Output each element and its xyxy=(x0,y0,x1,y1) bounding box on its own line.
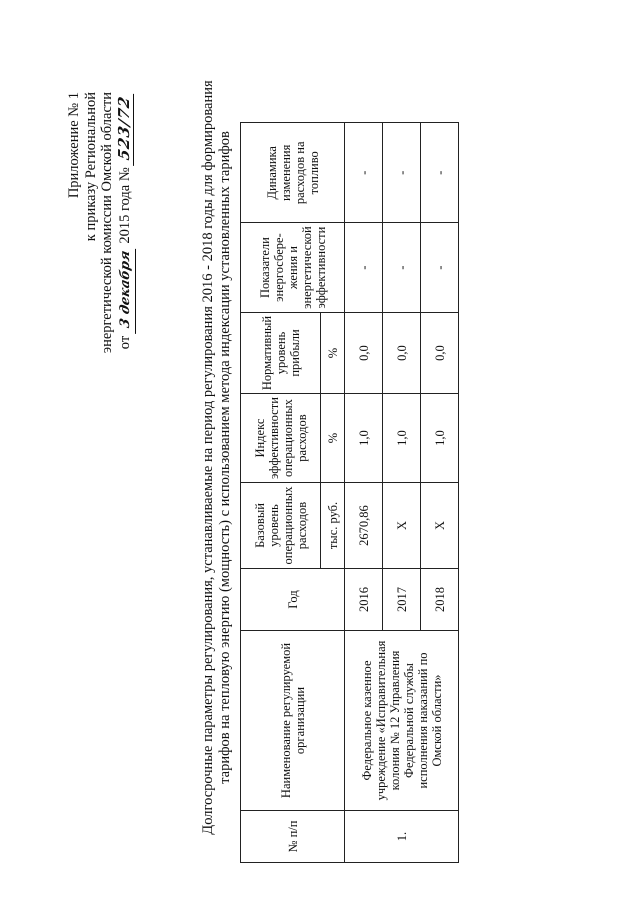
cell-profit-level: 0,0 xyxy=(345,312,383,393)
cell-base-level: 2670,86 xyxy=(345,483,383,569)
cell-base-level: Х xyxy=(383,483,421,569)
cell-energy-saving: - xyxy=(421,223,459,313)
appendix-order-ref: к приказу Региональной xyxy=(82,92,99,242)
cell-year: 2017 xyxy=(383,569,421,631)
cell-fuel-dynamics: - xyxy=(421,123,459,223)
header-base-level: Базовый уровень операционных расходов xyxy=(241,483,321,569)
cell-fuel-dynamics: - xyxy=(345,123,383,223)
cell-energy-saving: - xyxy=(383,223,421,313)
appendix-from: от xyxy=(116,335,133,350)
table-row xyxy=(345,123,383,863)
cell-energy-saving: - xyxy=(345,223,383,313)
appendix-header xyxy=(66,92,135,353)
row-num: 1. xyxy=(345,811,459,863)
title-line-2: тарифов на тепловую энергию (мощность) с использованием метода индексации установленных тарифов xyxy=(217,131,233,784)
header-profit-level: Нормативный уровень прибыли xyxy=(241,312,321,393)
cell-year: 2018 xyxy=(421,569,459,631)
row-org-name: Федеральное казенное учреждение «Исправительная колония № 12 Управления Федеральной службы исполнения наказаний по Омской области» xyxy=(345,631,459,811)
cell-efficiency-index: 1,0 xyxy=(383,394,421,483)
cell-efficiency-index: 1,0 xyxy=(421,394,459,483)
appendix-date-line xyxy=(116,92,136,353)
title-line-1: Долгосрочные параметры регулирования, устанавливаемые на период регулирования 2016 - 2018 годы для формирования xyxy=(200,80,216,835)
header-efficiency-index: Индекс эффективности операционных расходов xyxy=(241,394,321,483)
appendix-year: 2015 года № xyxy=(116,167,133,244)
table-header-row xyxy=(241,123,321,863)
cell-base-level: Х xyxy=(421,483,459,569)
header-energy-saving: Показатели энергосбере-жения и энергетической эффективности xyxy=(241,223,345,313)
document-title xyxy=(200,50,234,865)
cell-fuel-dynamics: - xyxy=(383,123,421,223)
cell-year: 2016 xyxy=(345,569,383,631)
parameters-table xyxy=(240,122,459,863)
header-fuel-dynamics: Динамика изменения расходов на топливо xyxy=(241,123,345,223)
header-year: Год xyxy=(241,569,345,631)
unit-profit-level: % xyxy=(321,312,345,393)
appendix-commission: энергетической комиссии Омской области xyxy=(99,92,115,354)
unit-efficiency-index: % xyxy=(321,394,345,483)
handwritten-order-number: 523/72 xyxy=(116,90,134,165)
cell-profit-level: 0,0 xyxy=(421,312,459,393)
header-org: Наименование регулируемой организации xyxy=(241,631,345,811)
header-num: № п/п xyxy=(241,811,345,863)
cell-efficiency-index: 1,0 xyxy=(345,394,383,483)
unit-base-level: тыс. руб. xyxy=(321,483,345,569)
handwritten-date: 3 декабря xyxy=(118,245,136,334)
cell-profit-level: 0,0 xyxy=(383,312,421,393)
appendix-title: Приложение № 1 xyxy=(66,92,82,199)
